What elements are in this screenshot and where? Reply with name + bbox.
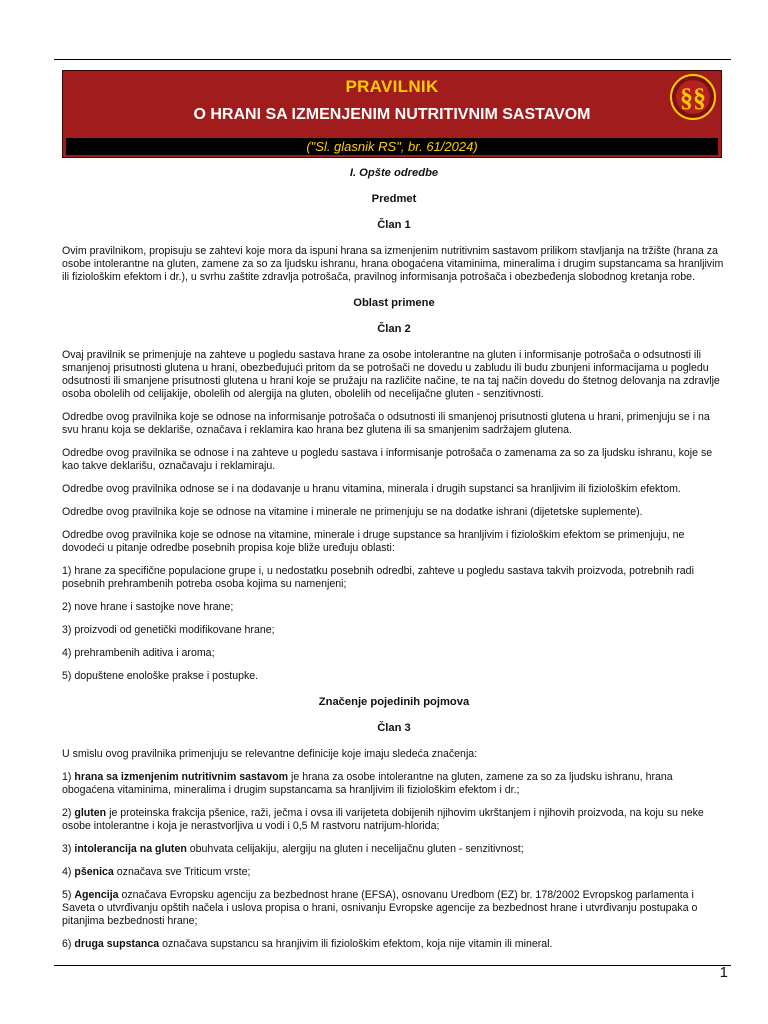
definition-item <box>62 866 726 879</box>
article-title: Član 3 <box>377 722 411 734</box>
section-title: Predmet <box>371 193 417 205</box>
definition-text: je hrana za osobe intolerantne na gluten, zamene za so za ljudsku ishranu, hrana obogaćena vitaminima, mineralima i drugim supstancama sa hranljivim ili fiziološkim efektom i dr.; <box>62 771 673 796</box>
gazette-reference: ("Sl. glasnik RS", br. 61/2024) <box>66 138 718 155</box>
definition-number: 2) <box>62 807 75 819</box>
definition-text: obuhvata celijakiju, alergiju na gluten i neceliјačnu gluten - senzitivnost; <box>186 843 524 855</box>
bottom-rule <box>54 965 731 966</box>
definition-item <box>62 938 726 951</box>
list-item: 2) nove hrane i sastojke nove hrane; <box>62 601 234 613</box>
section-title: Oblast primene <box>353 297 435 309</box>
definition-term: gluten <box>74 807 107 819</box>
paragraph: Ovaj pravilnik se primenjuje na zahteve u pogledu sastava hrane za osobe intolerantne na gluten i informisanje potrošača o odsutnosti ili smanjenoj prisutnosti glutena u hrani, obezbeđujući pritom da se potrošači ne dovedu u zabludu ili budu zbunjeni informacijama u pogledu odsutnosti ili smanjene prisutnosti glutena u hrani koje se pružaju na različite načine, te na taj način dovedu do štetnog delovanja na zdravlje osoba obolelih od celijakije, obolelih od alergija na gluten, obolelih od neceliјačne gluten - senzitivnosti. <box>62 349 720 400</box>
paragraph: Ovim pravilnikom, propisuju se zahtevi koje mora da ispuni hrana sa izmenjenim nutritivnim sastavom prilikom stavljanja na tržište (hrana za osobe intolerantne na gluten, zamene za so za ljudsku ishranu, hrana obogaćena vitaminima, mineralima i drugim supstancama sa hranljivim ili fiziološkim efektom i dr.), u svrhu zaštite zdravlja potrošača, pravilnog informisanja potrošača i obezbeđenja slobodnog kretanja robe. <box>62 245 724 283</box>
definition-item <box>62 843 726 856</box>
paragraph: Odredbe ovog pravilnika koje se odnose na vitamine i minerale ne primenjuju se na dodatke ishrani (dijetetske suplemente). <box>62 506 643 518</box>
paragraph: Odredbe ovog pravilnika koje se odnose na vitamine, minerale i druge supstance sa hranljivim i fiziološkim efektom se primenjuju, ne dovodeći u pitanje odredbe posebnih propisa koje bliže uređuju oblasti: <box>62 529 685 554</box>
document-title: PRAVILNIK <box>345 77 439 96</box>
definition-number: 6) <box>62 938 75 950</box>
definition-text: označava supstancu sa hranjivim ili fiziološkim efektom, koja nije vitamin ili mineral. <box>159 938 553 950</box>
document-header-banner <box>62 70 722 158</box>
document-subtitle: O HRANI SA IZMENJENIM NUTRITIVNIM SASTAVOM <box>193 106 591 123</box>
paragraph: Odredbe ovog pravilnika se odnose i na zahteve u pogledu sastava i informisanje potrošača o zamenama za so za ljudsku ishranu, koje se kao takve deklarišu, označavaju i reklamiraju. <box>62 447 713 472</box>
definition-number: 5) <box>62 889 75 901</box>
paragraph: U smislu ovog pravilnika primenjuju se relevantne definicije koje imaju sledeća značenja: <box>62 748 478 760</box>
list-item: 1) hrane za specifične populacione grupe i, u nedostatku posebnih odredbi, zahteve u pogledu sastava takvih proizvoda, potrebnih radi posebnih prehrambenih potreba osoba kojima su namenjeni; <box>62 565 694 590</box>
list-item: 3) proizvodi od genetički modifikovane hrane; <box>62 624 275 636</box>
article-title: Član 2 <box>377 323 411 335</box>
list-item: 4) prehrambenih aditiva i aroma; <box>62 647 215 659</box>
definition-text: je proteinska frakcija pšenice, raži, ječma i ovsa ili varijeteta dobijenih njihovim ukrštanjem i njihovih proizvoda, na koju su neke osobe intolerantne i koja je nerastvorljiva u vodi i 0,5 M rastvoru natrijum-hlorida; <box>62 807 704 832</box>
definition-text: označava Evropsku agenciju za bezbednost hrane (EFSA), osnovanu Uredbom (EZ) br. 178/2002 Evropskog parlamenta i Saveta o utvrđivanju opštih načela i uslova propisa o hrani, osnivanju Evropske agencije za bezbednost hrane i utvrđivanju postupaka o pitanjima bezbednosti hrane; <box>62 889 698 927</box>
document-body <box>62 160 726 951</box>
definition-term: hrana sa izmenjenim nutritivnim sastavom <box>74 771 289 783</box>
page-number: 1 <box>719 964 728 981</box>
definition-item <box>62 771 726 797</box>
list-item: 5) dopuštene enološke prakse i postupke. <box>62 670 259 682</box>
definition-item <box>62 807 726 833</box>
definition-term: intolerancija na gluten <box>74 843 187 855</box>
chapter-title: I. Opšte odredbe <box>349 167 439 179</box>
svg-text:§§: §§ <box>680 83 706 112</box>
definition-text: označava sve Triticum vrste; <box>113 866 251 878</box>
paragraf-logo-icon <box>669 73 717 121</box>
paragraph: Odredbe ovog pravilnika odnose se i na dodavanje u hranu vitamina, minerala i drugih supstanci sa hranljivim ili fiziološkim efektom. <box>62 483 681 495</box>
definition-term: Agencija <box>74 889 119 901</box>
section-title: Značenje pojedinih pojmova <box>318 696 470 708</box>
definition-item <box>62 889 726 928</box>
article-title: Član 1 <box>377 219 411 231</box>
definition-number: 3) <box>62 843 75 855</box>
paragraph: Odredbe ovog pravilnika koje se odnose na informisanje potrošača o odsutnosti ili smanjenoj prisutnosti glutena u hrani, primenjuju se i na svu hranu koja se deklariše, označava i reklamira kao hrana bez glutena ili sa smanjenim sadržajem glutena. <box>62 411 710 436</box>
definition-number: 1) <box>62 771 75 783</box>
definition-number: 4) <box>62 866 75 878</box>
definition-term: druga supstanca <box>74 938 160 950</box>
definition-term: pšenica <box>74 866 114 878</box>
top-rule <box>54 59 731 60</box>
